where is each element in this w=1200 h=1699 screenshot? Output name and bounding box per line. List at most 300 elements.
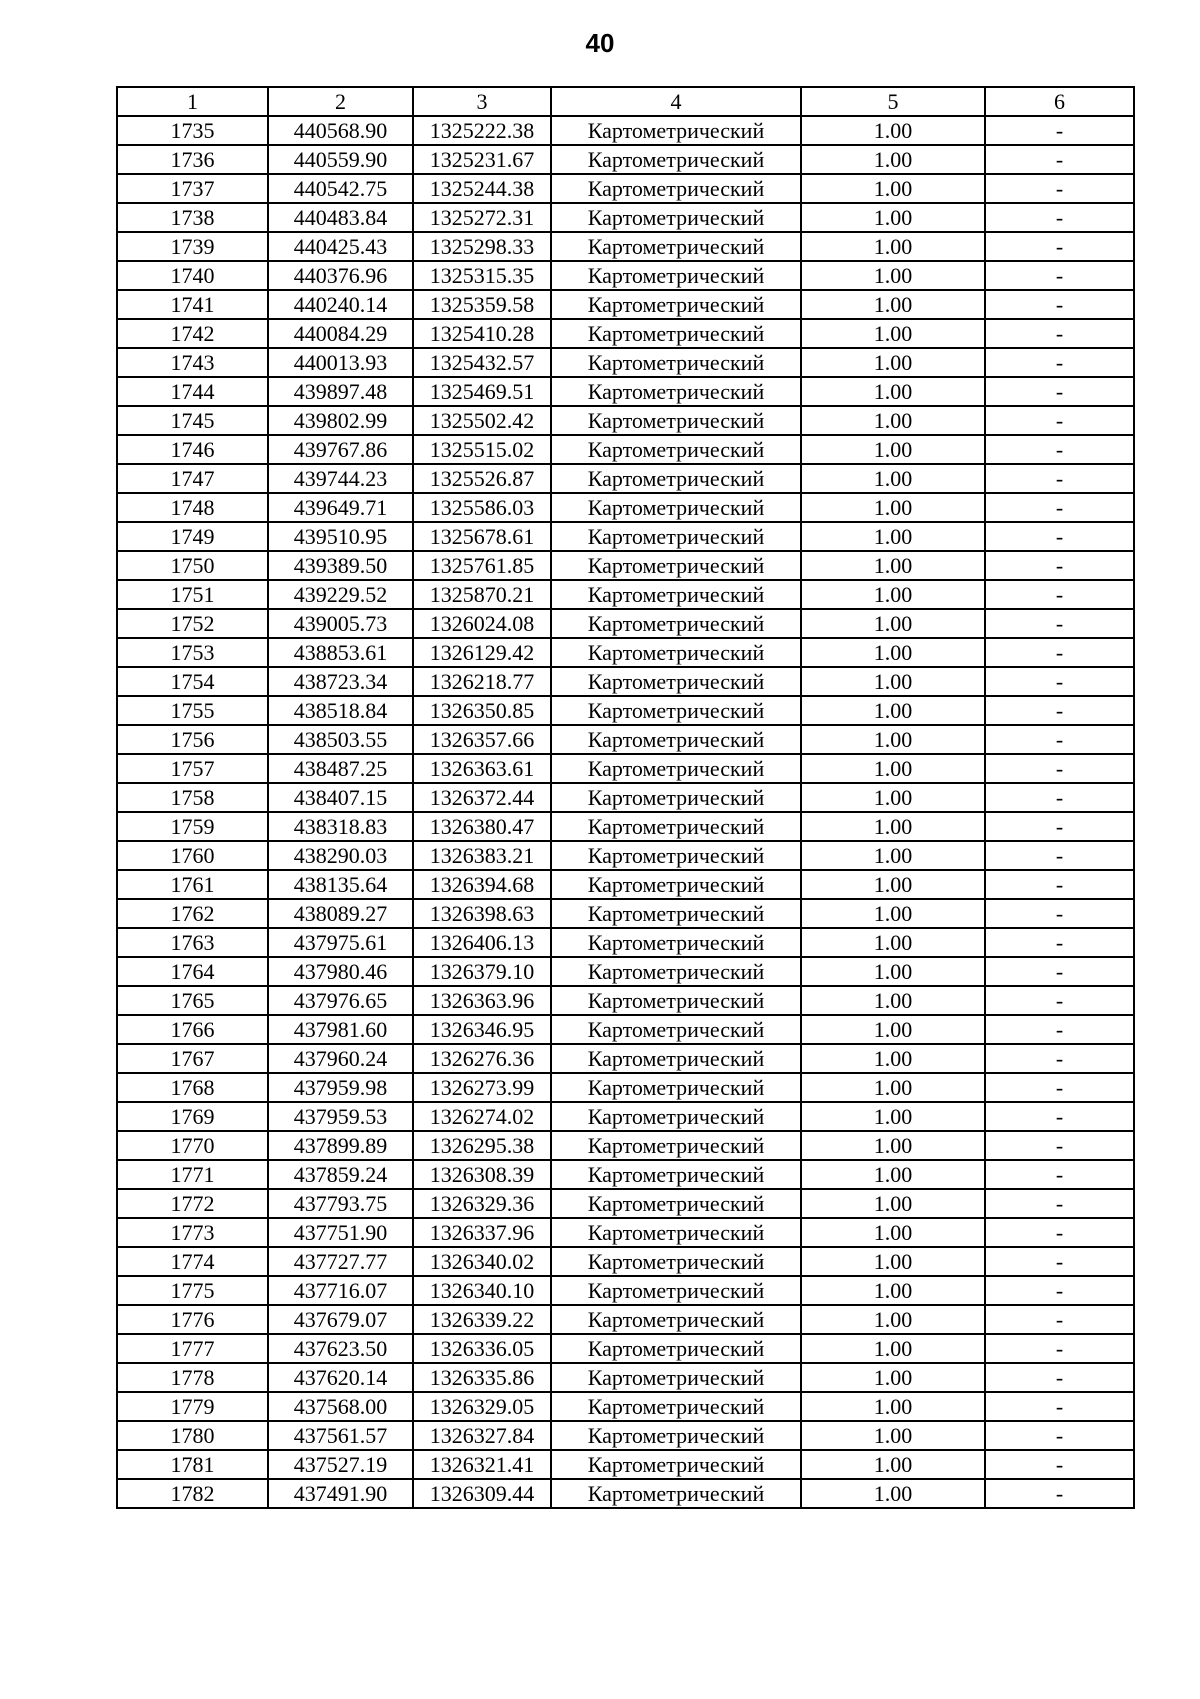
- column-header-3: 3: [413, 87, 551, 116]
- accuracy-cell: 1.00: [801, 870, 985, 899]
- method-cell: Картометрический: [551, 1073, 801, 1102]
- column-header-2: 2: [268, 87, 413, 116]
- method-cell: Картометрический: [551, 841, 801, 870]
- x-coordinate-cell: 437623.50: [268, 1334, 413, 1363]
- x-coordinate-cell: 437793.75: [268, 1189, 413, 1218]
- x-coordinate-cell: 440013.93: [268, 348, 413, 377]
- point-number-cell: 1781: [117, 1450, 268, 1479]
- note-cell: -: [985, 725, 1134, 754]
- column-header-5: 5: [801, 87, 985, 116]
- point-number-cell: 1777: [117, 1334, 268, 1363]
- table-row: [117, 580, 1134, 609]
- accuracy-cell: 1.00: [801, 435, 985, 464]
- note-cell: -: [985, 1247, 1134, 1276]
- y-coordinate-cell: 1326363.96: [413, 986, 551, 1015]
- accuracy-cell: 1.00: [801, 1450, 985, 1479]
- y-coordinate-cell: 1326321.41: [413, 1450, 551, 1479]
- y-coordinate-cell: 1326295.38: [413, 1131, 551, 1160]
- x-coordinate-cell: 437975.61: [268, 928, 413, 957]
- x-coordinate-cell: 437751.90: [268, 1218, 413, 1247]
- note-cell: -: [985, 1131, 1134, 1160]
- accuracy-cell: 1.00: [801, 377, 985, 406]
- accuracy-cell: 1.00: [801, 522, 985, 551]
- point-number-cell: 1745: [117, 406, 268, 435]
- note-cell: -: [985, 319, 1134, 348]
- y-coordinate-cell: 1326309.44: [413, 1479, 551, 1508]
- y-coordinate-cell: 1325315.35: [413, 261, 551, 290]
- note-cell: -: [985, 116, 1134, 145]
- note-cell: -: [985, 522, 1134, 551]
- table-row: [117, 986, 1134, 1015]
- point-number-cell: 1759: [117, 812, 268, 841]
- accuracy-cell: 1.00: [801, 667, 985, 696]
- table-row: [117, 899, 1134, 928]
- table-row: [117, 493, 1134, 522]
- y-coordinate-cell: 1326218.77: [413, 667, 551, 696]
- x-coordinate-cell: 439389.50: [268, 551, 413, 580]
- note-cell: -: [985, 1160, 1134, 1189]
- page-number: 40: [585, 28, 615, 58]
- table-row: [117, 638, 1134, 667]
- point-number-cell: 1765: [117, 986, 268, 1015]
- table-row: [117, 1044, 1134, 1073]
- table-row: [117, 812, 1134, 841]
- method-cell: Картометрический: [551, 145, 801, 174]
- method-cell: Картометрический: [551, 957, 801, 986]
- method-cell: Картометрический: [551, 1392, 801, 1421]
- accuracy-cell: 1.00: [801, 551, 985, 580]
- accuracy-cell: 1.00: [801, 1363, 985, 1392]
- table-row: [117, 870, 1134, 899]
- method-cell: Картометрический: [551, 1189, 801, 1218]
- x-coordinate-cell: 438518.84: [268, 696, 413, 725]
- accuracy-cell: 1.00: [801, 1276, 985, 1305]
- method-cell: Картометрический: [551, 116, 801, 145]
- table-body: [117, 116, 1134, 1508]
- x-coordinate-cell: 438487.25: [268, 754, 413, 783]
- method-cell: Картометрический: [551, 1247, 801, 1276]
- table-row: [117, 1392, 1134, 1421]
- y-coordinate-cell: 1325678.61: [413, 522, 551, 551]
- method-cell: Картометрический: [551, 522, 801, 551]
- table-row: [117, 232, 1134, 261]
- y-coordinate-cell: 1326276.36: [413, 1044, 551, 1073]
- x-coordinate-cell: 440240.14: [268, 290, 413, 319]
- point-number-cell: 1778: [117, 1363, 268, 1392]
- accuracy-cell: 1.00: [801, 203, 985, 232]
- method-cell: Картометрический: [551, 232, 801, 261]
- point-number-cell: 1743: [117, 348, 268, 377]
- accuracy-cell: 1.00: [801, 928, 985, 957]
- note-cell: -: [985, 551, 1134, 580]
- point-number-cell: 1762: [117, 899, 268, 928]
- note-cell: -: [985, 1044, 1134, 1073]
- x-coordinate-cell: 437899.89: [268, 1131, 413, 1160]
- note-cell: -: [985, 435, 1134, 464]
- x-coordinate-cell: 437976.65: [268, 986, 413, 1015]
- table-row: [117, 1073, 1134, 1102]
- point-number-cell: 1738: [117, 203, 268, 232]
- note-cell: -: [985, 1479, 1134, 1508]
- note-cell: -: [985, 696, 1134, 725]
- y-coordinate-cell: 1326340.02: [413, 1247, 551, 1276]
- point-number-cell: 1746: [117, 435, 268, 464]
- point-number-cell: 1748: [117, 493, 268, 522]
- accuracy-cell: 1.00: [801, 1334, 985, 1363]
- point-number-cell: 1782: [117, 1479, 268, 1508]
- method-cell: Картометрический: [551, 203, 801, 232]
- y-coordinate-cell: 1326308.39: [413, 1160, 551, 1189]
- note-cell: -: [985, 957, 1134, 986]
- x-coordinate-cell: 437620.14: [268, 1363, 413, 1392]
- note-cell: -: [985, 290, 1134, 319]
- method-cell: Картометрический: [551, 435, 801, 464]
- accuracy-cell: 1.00: [801, 1218, 985, 1247]
- table-row: [117, 696, 1134, 725]
- point-number-cell: 1739: [117, 232, 268, 261]
- y-coordinate-cell: 1326350.85: [413, 696, 551, 725]
- method-cell: Картометрический: [551, 696, 801, 725]
- y-coordinate-cell: 1326335.86: [413, 1363, 551, 1392]
- accuracy-cell: 1.00: [801, 1479, 985, 1508]
- method-cell: Картометрический: [551, 1160, 801, 1189]
- point-number-cell: 1771: [117, 1160, 268, 1189]
- x-coordinate-cell: 439510.95: [268, 522, 413, 551]
- y-coordinate-cell: 1326394.68: [413, 870, 551, 899]
- point-number-cell: 1766: [117, 1015, 268, 1044]
- method-cell: Картометрический: [551, 1276, 801, 1305]
- accuracy-cell: 1.00: [801, 290, 985, 319]
- y-coordinate-cell: 1325586.03: [413, 493, 551, 522]
- note-cell: -: [985, 870, 1134, 899]
- note-cell: -: [985, 638, 1134, 667]
- y-coordinate-cell: 1326327.84: [413, 1421, 551, 1450]
- accuracy-cell: 1.00: [801, 1131, 985, 1160]
- y-coordinate-cell: 1326372.44: [413, 783, 551, 812]
- y-coordinate-cell: 1325870.21: [413, 580, 551, 609]
- y-coordinate-cell: 1325502.42: [413, 406, 551, 435]
- point-number-cell: 1754: [117, 667, 268, 696]
- table-row: [117, 609, 1134, 638]
- method-cell: Картометрический: [551, 406, 801, 435]
- y-coordinate-cell: 1326329.36: [413, 1189, 551, 1218]
- y-coordinate-cell: 1325410.28: [413, 319, 551, 348]
- point-number-cell: 1737: [117, 174, 268, 203]
- table-row: [117, 1363, 1134, 1392]
- table-row: [117, 1421, 1134, 1450]
- accuracy-cell: 1.00: [801, 116, 985, 145]
- method-cell: Картометрический: [551, 899, 801, 928]
- method-cell: Картометрический: [551, 551, 801, 580]
- point-number-cell: 1767: [117, 1044, 268, 1073]
- x-coordinate-cell: 438853.61: [268, 638, 413, 667]
- note-cell: -: [985, 812, 1134, 841]
- y-coordinate-cell: 1325469.51: [413, 377, 551, 406]
- x-coordinate-cell: 437568.00: [268, 1392, 413, 1421]
- x-coordinate-cell: 437980.46: [268, 957, 413, 986]
- point-number-cell: 1760: [117, 841, 268, 870]
- point-number-cell: 1735: [117, 116, 268, 145]
- accuracy-cell: 1.00: [801, 232, 985, 261]
- note-cell: -: [985, 1334, 1134, 1363]
- method-cell: Картометрический: [551, 1305, 801, 1334]
- y-coordinate-cell: 1326339.22: [413, 1305, 551, 1334]
- point-number-cell: 1742: [117, 319, 268, 348]
- accuracy-cell: 1.00: [801, 754, 985, 783]
- note-cell: -: [985, 1276, 1134, 1305]
- table-row: [117, 145, 1134, 174]
- note-cell: -: [985, 1218, 1134, 1247]
- x-coordinate-cell: 440084.29: [268, 319, 413, 348]
- method-cell: Картометрический: [551, 725, 801, 754]
- y-coordinate-cell: 1325272.31: [413, 203, 551, 232]
- note-cell: -: [985, 783, 1134, 812]
- accuracy-cell: 1.00: [801, 580, 985, 609]
- x-coordinate-cell: 438290.03: [268, 841, 413, 870]
- table-row: [117, 522, 1134, 551]
- accuracy-cell: 1.00: [801, 406, 985, 435]
- accuracy-cell: 1.00: [801, 1189, 985, 1218]
- x-coordinate-cell: 439802.99: [268, 406, 413, 435]
- note-cell: -: [985, 464, 1134, 493]
- y-coordinate-cell: 1326406.13: [413, 928, 551, 957]
- table-row: [117, 116, 1134, 145]
- point-number-cell: 1780: [117, 1421, 268, 1450]
- table-row: [117, 1189, 1134, 1218]
- accuracy-cell: 1.00: [801, 1305, 985, 1334]
- x-coordinate-cell: 440483.84: [268, 203, 413, 232]
- x-coordinate-cell: 437727.77: [268, 1247, 413, 1276]
- table-row: [117, 290, 1134, 319]
- table-row: [117, 1276, 1134, 1305]
- point-number-cell: 1736: [117, 145, 268, 174]
- table-row: [117, 667, 1134, 696]
- x-coordinate-cell: 440425.43: [268, 232, 413, 261]
- column-header-4: 4: [551, 87, 801, 116]
- accuracy-cell: 1.00: [801, 1044, 985, 1073]
- y-coordinate-cell: 1325526.87: [413, 464, 551, 493]
- column-header-6: 6: [985, 87, 1134, 116]
- point-number-cell: 1757: [117, 754, 268, 783]
- point-number-cell: 1761: [117, 870, 268, 899]
- y-coordinate-cell: 1326398.63: [413, 899, 551, 928]
- note-cell: -: [985, 174, 1134, 203]
- method-cell: Картометрический: [551, 870, 801, 899]
- method-cell: Картометрический: [551, 928, 801, 957]
- y-coordinate-cell: 1326357.66: [413, 725, 551, 754]
- table-row: [117, 319, 1134, 348]
- accuracy-cell: 1.00: [801, 1015, 985, 1044]
- x-coordinate-cell: 438318.83: [268, 812, 413, 841]
- point-number-cell: 1747: [117, 464, 268, 493]
- table-row: [117, 725, 1134, 754]
- note-cell: -: [985, 609, 1134, 638]
- table-row: [117, 928, 1134, 957]
- method-cell: Картометрический: [551, 986, 801, 1015]
- accuracy-cell: 1.00: [801, 1102, 985, 1131]
- point-number-cell: 1774: [117, 1247, 268, 1276]
- x-coordinate-cell: 437859.24: [268, 1160, 413, 1189]
- y-coordinate-cell: 1326337.96: [413, 1218, 551, 1247]
- note-cell: -: [985, 1363, 1134, 1392]
- accuracy-cell: 1.00: [801, 348, 985, 377]
- x-coordinate-cell: 438723.34: [268, 667, 413, 696]
- x-coordinate-cell: 437561.57: [268, 1421, 413, 1450]
- table-row: [117, 1334, 1134, 1363]
- table-row: [117, 174, 1134, 203]
- method-cell: Картометрический: [551, 1363, 801, 1392]
- y-coordinate-cell: 1325222.38: [413, 116, 551, 145]
- method-cell: Картометрический: [551, 638, 801, 667]
- point-number-cell: 1749: [117, 522, 268, 551]
- y-coordinate-cell: 1325359.58: [413, 290, 551, 319]
- note-cell: -: [985, 754, 1134, 783]
- x-coordinate-cell: 437981.60: [268, 1015, 413, 1044]
- note-cell: -: [985, 261, 1134, 290]
- table-row: [117, 1015, 1134, 1044]
- x-coordinate-cell: 439744.23: [268, 464, 413, 493]
- method-cell: Картометрический: [551, 493, 801, 522]
- note-cell: -: [985, 899, 1134, 928]
- y-coordinate-cell: 1325298.33: [413, 232, 551, 261]
- method-cell: Картометрический: [551, 290, 801, 319]
- method-cell: Картометрический: [551, 319, 801, 348]
- note-cell: -: [985, 377, 1134, 406]
- point-number-cell: 1740: [117, 261, 268, 290]
- table-row: [117, 1450, 1134, 1479]
- accuracy-cell: 1.00: [801, 464, 985, 493]
- method-cell: Картометрический: [551, 1015, 801, 1044]
- x-coordinate-cell: 439767.86: [268, 435, 413, 464]
- note-cell: -: [985, 986, 1134, 1015]
- accuracy-cell: 1.00: [801, 957, 985, 986]
- y-coordinate-cell: 1326336.05: [413, 1334, 551, 1363]
- accuracy-cell: 1.00: [801, 783, 985, 812]
- method-cell: Картометрический: [551, 464, 801, 493]
- table-row: [117, 348, 1134, 377]
- accuracy-cell: 1.00: [801, 986, 985, 1015]
- point-number-cell: 1775: [117, 1276, 268, 1305]
- method-cell: Картометрический: [551, 1218, 801, 1247]
- y-coordinate-cell: 1326273.99: [413, 1073, 551, 1102]
- table-row: [117, 1305, 1134, 1334]
- note-cell: -: [985, 232, 1134, 261]
- accuracy-cell: 1.00: [801, 841, 985, 870]
- method-cell: Картометрический: [551, 174, 801, 203]
- table-row: [117, 754, 1134, 783]
- note-cell: -: [985, 841, 1134, 870]
- accuracy-cell: 1.00: [801, 493, 985, 522]
- method-cell: Картометрический: [551, 1479, 801, 1508]
- x-coordinate-cell: 438503.55: [268, 725, 413, 754]
- table-row: [117, 464, 1134, 493]
- note-cell: -: [985, 406, 1134, 435]
- y-coordinate-cell: 1326383.21: [413, 841, 551, 870]
- point-number-cell: 1753: [117, 638, 268, 667]
- point-number-cell: 1769: [117, 1102, 268, 1131]
- point-number-cell: 1750: [117, 551, 268, 580]
- note-cell: -: [985, 928, 1134, 957]
- accuracy-cell: 1.00: [801, 1421, 985, 1450]
- table-row: [117, 203, 1134, 232]
- y-coordinate-cell: 1326363.61: [413, 754, 551, 783]
- y-coordinate-cell: 1325244.38: [413, 174, 551, 203]
- x-coordinate-cell: 440542.75: [268, 174, 413, 203]
- y-coordinate-cell: 1326340.10: [413, 1276, 551, 1305]
- method-cell: Картометрический: [551, 1421, 801, 1450]
- table-row: [117, 261, 1134, 290]
- x-coordinate-cell: 437716.07: [268, 1276, 413, 1305]
- accuracy-cell: 1.00: [801, 696, 985, 725]
- table-row: [117, 551, 1134, 580]
- note-cell: -: [985, 1102, 1134, 1131]
- table-row: [117, 1479, 1134, 1508]
- method-cell: Картометрический: [551, 580, 801, 609]
- note-cell: -: [985, 145, 1134, 174]
- coordinates-table: [116, 86, 1135, 1509]
- method-cell: Картометрический: [551, 783, 801, 812]
- method-cell: Картометрический: [551, 348, 801, 377]
- accuracy-cell: 1.00: [801, 261, 985, 290]
- note-cell: -: [985, 1015, 1134, 1044]
- note-cell: -: [985, 348, 1134, 377]
- note-cell: -: [985, 203, 1134, 232]
- method-cell: Картометрический: [551, 1334, 801, 1363]
- y-coordinate-cell: 1326380.47: [413, 812, 551, 841]
- point-number-cell: 1764: [117, 957, 268, 986]
- table-row: [117, 1102, 1134, 1131]
- table-row: [117, 1131, 1134, 1160]
- table-row: [117, 1160, 1134, 1189]
- x-coordinate-cell: 437679.07: [268, 1305, 413, 1334]
- x-coordinate-cell: 438407.15: [268, 783, 413, 812]
- method-cell: Картометрический: [551, 1102, 801, 1131]
- table-row: [117, 957, 1134, 986]
- method-cell: Картометрический: [551, 1450, 801, 1479]
- y-coordinate-cell: 1326346.95: [413, 1015, 551, 1044]
- x-coordinate-cell: 440568.90: [268, 116, 413, 145]
- note-cell: -: [985, 493, 1134, 522]
- point-number-cell: 1763: [117, 928, 268, 957]
- method-cell: Картометрический: [551, 812, 801, 841]
- note-cell: -: [985, 1392, 1134, 1421]
- point-number-cell: 1773: [117, 1218, 268, 1247]
- x-coordinate-cell: 437527.19: [268, 1450, 413, 1479]
- column-header-1: 1: [117, 87, 268, 116]
- y-coordinate-cell: 1326329.05: [413, 1392, 551, 1421]
- table-row: [117, 435, 1134, 464]
- note-cell: -: [985, 580, 1134, 609]
- point-number-cell: 1758: [117, 783, 268, 812]
- note-cell: -: [985, 1450, 1134, 1479]
- point-number-cell: 1779: [117, 1392, 268, 1421]
- x-coordinate-cell: 438135.64: [268, 870, 413, 899]
- x-coordinate-cell: 437960.24: [268, 1044, 413, 1073]
- table-row: [117, 1218, 1134, 1247]
- accuracy-cell: 1.00: [801, 174, 985, 203]
- point-number-cell: 1751: [117, 580, 268, 609]
- point-number-cell: 1752: [117, 609, 268, 638]
- accuracy-cell: 1.00: [801, 1392, 985, 1421]
- x-coordinate-cell: 440559.90: [268, 145, 413, 174]
- accuracy-cell: 1.00: [801, 638, 985, 667]
- point-number-cell: 1776: [117, 1305, 268, 1334]
- accuracy-cell: 1.00: [801, 319, 985, 348]
- y-coordinate-cell: 1325231.67: [413, 145, 551, 174]
- y-coordinate-cell: 1325515.02: [413, 435, 551, 464]
- x-coordinate-cell: 439005.73: [268, 609, 413, 638]
- table-row: [117, 406, 1134, 435]
